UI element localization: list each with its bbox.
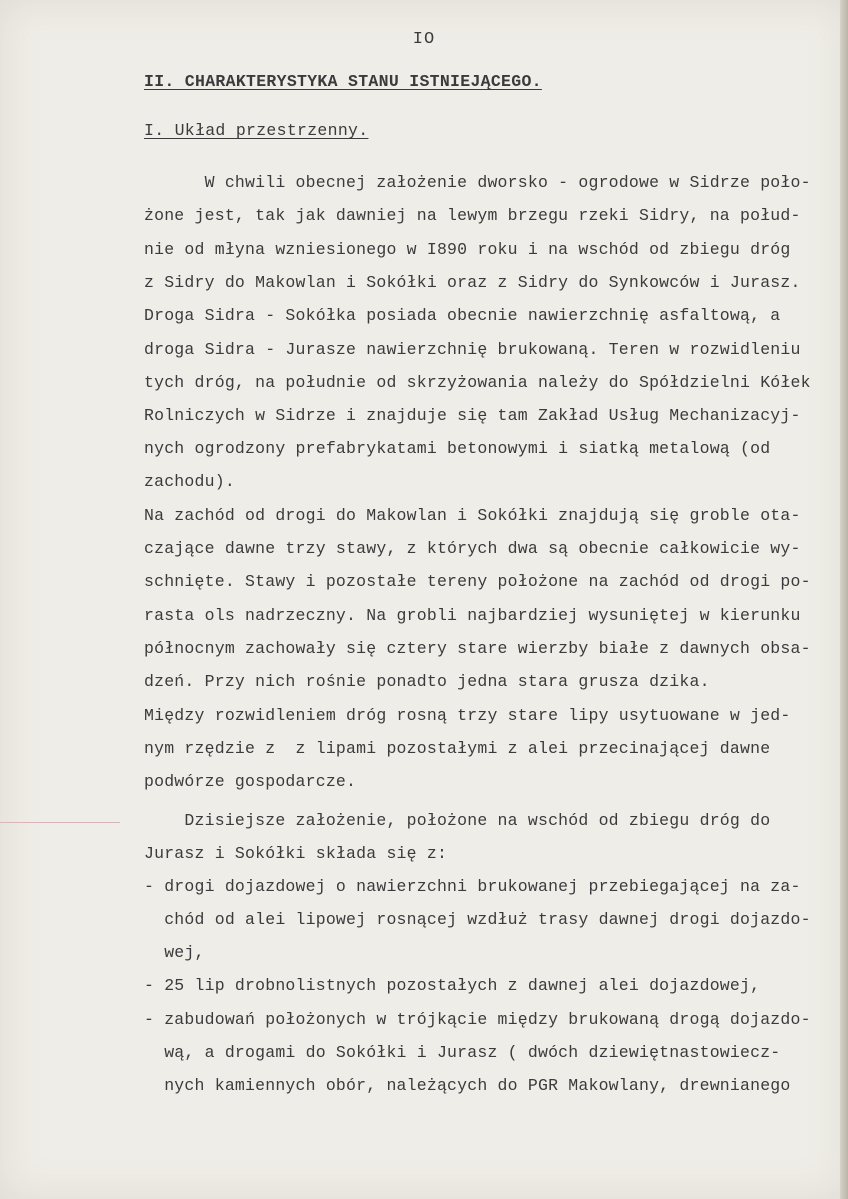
text-line: tych dróg, na południe od skrzyżowania należy do Spółdzielni Kółek (144, 373, 811, 392)
text-line: północnym zachowały się cztery stare wierzby białe z dawnych obsa- (144, 639, 811, 658)
text-line: - drogi dojazdowej o nawierzchni brukowanej przebiegającej na za- (144, 877, 801, 896)
text-line: - 25 lip drobnolistnych pozostałych z dawnej alei dojazdowej, (144, 976, 761, 995)
text-line: rasta ols nadrzeczny. Na grobli najbardziej wysuniętej w kierunku (144, 606, 801, 625)
text-line: żone jest, tak jak dawniej na lewym brzegu rzeki Sidry, na połud- (144, 206, 801, 225)
text-line: czające dawne trzy stawy, z których dwa są obecnie całkowicie wy- (144, 539, 801, 558)
text-line: nych ogrodzony prefabrykatami betonowymi i siatką metalową (od (144, 439, 771, 458)
text-line: - zabudowań położonych w trójkącie między brukowaną drogą dojazdo- (144, 1010, 811, 1029)
text-line: nym rzędzie z z lipami pozostałymi z alei przecinającej dawne (144, 739, 771, 758)
text-line: wej, (144, 943, 205, 962)
text-line: zachodu). (144, 472, 235, 491)
text-line: nych kamiennych obór, należących do PGR Makowlany, drewnianego (144, 1076, 791, 1095)
text-line: schnięte. Stawy i pozostałe tereny położone na zachód od drogi po- (144, 572, 811, 591)
text-line: Między rozwidleniem dróg rosną trzy stare lipy usytuowane w jed- (144, 706, 791, 725)
text-line: Droga Sidra - Sokółka posiada obecnie nawierzchnię asfaltową, a (144, 306, 781, 325)
text-line: nie od młyna wzniesionego w I890 roku i na wschód od zbiegu dróg (144, 240, 791, 259)
text-line: wą, a drogami do Sokółki i Jurasz ( dwóch dziewiętnastowiecz- (144, 1043, 781, 1062)
subsection-title: I. Układ przestrzenny. (144, 121, 369, 140)
fold-mark (0, 822, 120, 823)
text-line: podwórze gospodarcze. (144, 772, 357, 791)
section-title: II. CHARAKTERYSTYKA STANU ISTNIEJĄCEGO. (144, 72, 542, 91)
text-line: Jurasz i Sokółki składa się z: (144, 844, 448, 863)
text-line: Na zachód od drogi do Makowlan i Sokółki znajdują się groble ota- (144, 506, 801, 525)
text-line: z Sidry do Makowlan i Sokółki oraz z Sidry do Synkowców i Jurasz. (144, 273, 801, 292)
text-line: Dzisiejsze założenie, położone na wschód od zbiegu dróg do (144, 811, 771, 830)
text-line: W chwili obecnej założenie dworsko - ogrodowe w Sidrze poło- (144, 173, 811, 192)
page-edge (840, 0, 848, 1199)
page-number: IO (412, 30, 436, 49)
text-line: dzeń. Przy nich rośnie ponadto jedna stara grusza dzika. (144, 672, 710, 691)
text-line: Rolniczych w Sidrze i znajduje się tam Zakład Usług Mechanizacyj- (144, 406, 801, 425)
text-line: droga Sidra - Jurasze nawierzchnię brukowaną. Teren w rozwidleniu (144, 340, 801, 359)
text-line: chód od alei lipowej rosnącej wzdłuż trasy dawnej drogi dojazdo- (144, 910, 811, 929)
